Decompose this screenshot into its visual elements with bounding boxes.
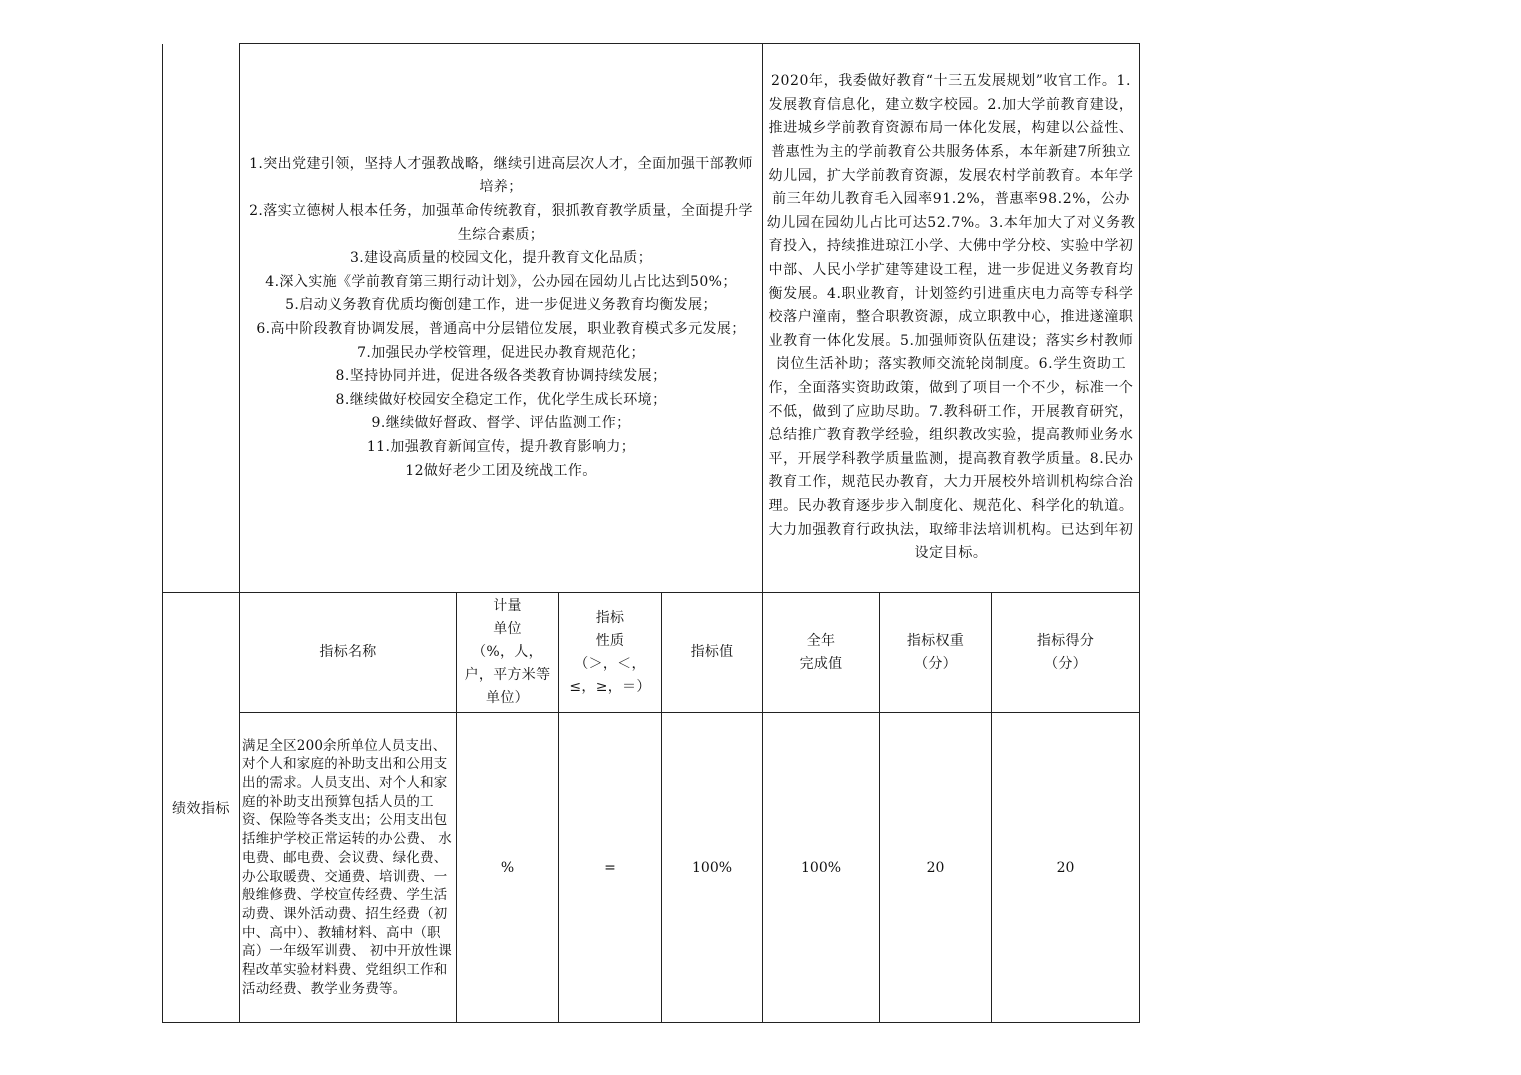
table-row <box>163 713 1140 1023</box>
annual-completion-cell <box>763 44 1140 593</box>
weight-cell: 20 <box>880 713 992 1023</box>
annual-goals <box>240 153 762 483</box>
completion-value-cell: 100% <box>763 713 880 1023</box>
indicator-name-cell: 满足全区200余所单位人员支出、对个人和家庭的补助支出和公用支出的需求。人员支出、对个人和家庭的补助支出预算包括人员的工资、保险等各类支出；公用支出包括维护学校正常运转的办公费、 水电费、邮电费、会议费、绿化费、办公取暖费、交通费、培训费、一般维修费、学校宣传经费、学生活动费、课外活动费、招生经费（初中、高中）、教辅材料、高中（职高）一年级军训费、 初中开放性课程改革实验材料费、党组织工作和活动经费、教学业务费等。 <box>240 713 457 1023</box>
score-cell: 20 <box>992 713 1140 1023</box>
section-label-cell-top <box>163 44 240 593</box>
goal-item: 6.高中阶段教育协调发展，普通高中分层错位发展，职业教育模式多元发展； <box>256 321 746 337</box>
performance-table <box>162 43 1140 1023</box>
goal-item: 1.突出党建引领，坚持人才强教战略，继续引进高层次人才，全面加强干部教师培养； <box>249 155 753 196</box>
header-annual-completion: 全年 完成值 <box>763 593 880 713</box>
goal-item: 12做好老少工团及统战工作。 <box>405 462 597 479</box>
header-indicator-name: 指标名称 <box>240 593 457 713</box>
section-label: 绩效指标 <box>163 593 240 1023</box>
goal-item: 4.深入实施《学前教育第三期行动计划》，公办园在园幼儿占比达到50%； <box>265 273 737 290</box>
header-weight: 指标权重 （分） <box>880 593 992 713</box>
nature-cell: = <box>559 713 662 1023</box>
goal-item: 11.加强教育新闻宣传，提升教育影响力； <box>366 438 636 455</box>
goal-item: 8.继续做好校园安全稳定工作，优化学生成长环境； <box>335 391 667 408</box>
goal-item: 2.落实立德树人根本任务，加强革命传统教育，狠抓教育教学质量，全面提升学生综合素质； <box>249 203 753 243</box>
annual-goals-cell <box>240 44 763 593</box>
unit-cell: % <box>457 713 559 1023</box>
header-nature: 指标 性质 （＞，＜， ≤，≥，＝） <box>559 593 662 713</box>
header-score: 指标得分 （分） <box>992 593 1140 713</box>
goal-item: 8.坚持协同并进，促进各级各类教育协调持续发展； <box>335 368 667 385</box>
indicator-value-cell: 100% <box>662 713 763 1023</box>
annual-completion-text: 2020年，我委做好教育“十三五发展规划”收官工作。1.发展教育信息化，建立数字校园。2.加大学前教育建设，推进城乡学前教育资源布局一体化发展，构建以公益性、普惠性为主的学前教育公共服务体系，本年新建7所独立幼儿园，扩大学前教育资源，发展农村学前教育。本年学前三年幼儿教育毛入园率91.2%，普惠率98.2%，公办幼儿园在园幼儿占比可达52.7%。3.本年加大了对义务教育投入，持续推进琼江小学、大佛中学分校、实验中学初中部、人民小学扩建等建设工程，进一步促进义务教育均衡发展。4.职业教育，计划签约引进重庆电力高等专科学校落户潼南，整合职教资源，成立职教中心，推进遂潼职业教育一体化发展。5.加强师资队伍建设；落实乡村教师岗位生活补助；落实教师交流轮岗制度。6.学生资助工作，全面落实资助政策，做到了项目一个不少，标准一个不低，做到了应助尽助。7.教科研工作，开展教育研究，总结推广教育教学经验，组织教改实验，提高教师业务水平，开展学科教学质量监测，提高教育教学质量。8.民办教育工作，规范民办教育，大力开展校外培训机构综合治理。民办教育逐步步入制度化、规范化、科学化的轨道。大力加强教育行政执法，取缔非法培训机构。已达到年初设定目标。 <box>766 73 1136 562</box>
goal-item: 5.启动义务教育优质均衡创建工作，进一步促进义务教育均衡发展； <box>285 297 717 314</box>
goal-item: 3.建设高质量的校园文化，提升教育文化品质； <box>349 250 653 267</box>
goal-item: 7.加强民办学校管理，促进民办教育规范化； <box>357 344 645 361</box>
header-unit: 计量 单位 （%，人， 户，平方米等 单位） <box>457 593 559 713</box>
goal-item: 9.继续做好督政、督学、评估监测工作； <box>371 415 631 432</box>
header-indicator-value: 指标值 <box>662 593 763 713</box>
